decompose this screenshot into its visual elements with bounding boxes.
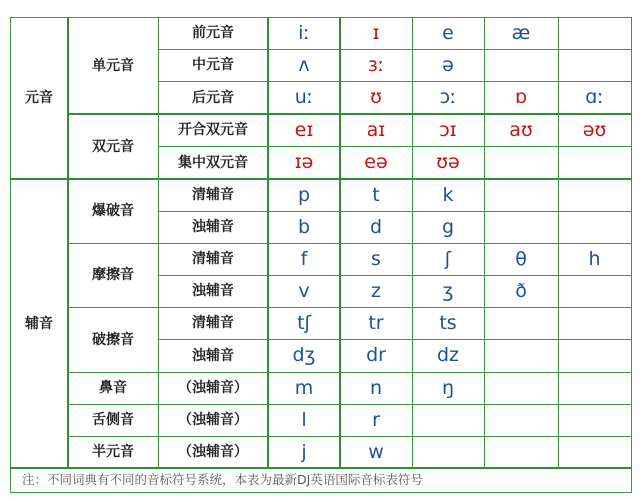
row-label: 后元音 bbox=[192, 89, 234, 106]
group-nasal: 鼻音 bbox=[99, 380, 127, 396]
grid-line-horizontal bbox=[158, 211, 632, 212]
ipa-symbol: aɪ bbox=[366, 118, 386, 141]
ipa-symbol: aʊ bbox=[509, 118, 533, 141]
grid-line-horizontal bbox=[10, 17, 632, 18]
grid-line-horizontal bbox=[68, 243, 632, 244]
ipa-symbol bbox=[558, 307, 631, 339]
ipa-symbol: ʌ bbox=[298, 53, 310, 76]
ipa-symbol: j bbox=[301, 440, 307, 463]
ipa-symbol bbox=[484, 146, 558, 179]
row-label: （浊辅音） bbox=[178, 412, 248, 428]
grid-line-horizontal bbox=[158, 81, 632, 82]
ipa-symbol: v bbox=[298, 279, 310, 302]
ipa-symbol bbox=[558, 275, 631, 307]
row-label: 浊辅音 bbox=[192, 283, 234, 299]
ipa-symbol: dz bbox=[436, 344, 460, 366]
ipa-symbol: k bbox=[442, 183, 454, 206]
ipa-symbol bbox=[484, 307, 558, 339]
ipa-symbol bbox=[558, 49, 631, 81]
ipa-symbol bbox=[558, 404, 631, 436]
ipa-symbol: n bbox=[369, 376, 383, 399]
ipa-symbol: tr bbox=[368, 311, 384, 334]
table-footnote: 注：不同词典有不同的音标符号系统，本表为最新DJ英语国际音标表符号 bbox=[22, 471, 423, 487]
grid-line-horizontal bbox=[68, 404, 632, 405]
ipa-symbol: ɑː bbox=[585, 86, 604, 108]
ipa-symbol: uː bbox=[294, 86, 314, 108]
grid-line-horizontal bbox=[68, 372, 632, 373]
row-label: 中元音 bbox=[192, 57, 234, 73]
row-label: （浊辅音） bbox=[178, 380, 248, 396]
ipa-symbol: r bbox=[372, 408, 380, 431]
grid-line-horizontal bbox=[158, 146, 632, 147]
grid-line-horizontal bbox=[68, 113, 632, 115]
ipa-symbol: tʃ bbox=[297, 311, 311, 334]
ipa-symbol: ts bbox=[439, 311, 457, 334]
row-label: 前元音 bbox=[192, 25, 234, 41]
ipa-symbol: æ bbox=[511, 21, 531, 44]
ipa-symbol bbox=[484, 436, 558, 468]
ipa-symbol: ð bbox=[515, 279, 527, 302]
ipa-symbol: ʊ bbox=[370, 86, 382, 108]
row-label: 浊辅音 bbox=[192, 219, 234, 235]
ipa-symbol: t bbox=[372, 183, 380, 206]
ipa-symbol bbox=[558, 436, 631, 468]
row-label: （浊辅音） bbox=[178, 444, 248, 460]
ipa-symbol: dr bbox=[366, 344, 386, 366]
ipa-symbol: l bbox=[301, 408, 307, 431]
group-fricative: 摩擦音 bbox=[92, 267, 134, 283]
category-vowel: 元音 bbox=[25, 90, 53, 106]
ipa-symbol: ɪ bbox=[372, 21, 380, 44]
grid-line-horizontal bbox=[68, 436, 632, 437]
ipa-symbol bbox=[558, 179, 631, 211]
row-label: 集中双元音 bbox=[178, 154, 248, 171]
group-lateral: 舌侧音 bbox=[92, 412, 134, 428]
ipa-symbol: ʊə bbox=[436, 151, 460, 173]
row-label: 浊辅音 bbox=[192, 347, 234, 364]
ipa-symbol: ɜː bbox=[367, 53, 385, 76]
ipa-symbol: m bbox=[294, 376, 314, 399]
category-consonant: 辅音 bbox=[25, 315, 53, 332]
ipa-symbol: eə bbox=[364, 151, 388, 173]
grid-line-horizontal bbox=[10, 492, 632, 493]
row-label: 清辅音 bbox=[192, 187, 234, 203]
ipa-symbol bbox=[412, 436, 484, 468]
ipa-symbol bbox=[484, 211, 558, 243]
ipa-symbol bbox=[484, 339, 558, 372]
group-diphthong: 双元音 bbox=[92, 138, 134, 155]
ipa-symbol bbox=[484, 49, 558, 81]
ipa-symbol bbox=[412, 404, 484, 436]
ipa-symbol bbox=[484, 372, 558, 404]
ipa-symbol: d bbox=[369, 215, 383, 238]
row-label: 清辅音 bbox=[192, 251, 234, 267]
ipa-symbol: g bbox=[441, 215, 455, 238]
grid-line-horizontal bbox=[68, 307, 632, 308]
grid-line-horizontal bbox=[158, 49, 632, 50]
grid-line-vertical bbox=[10, 17, 11, 493]
group-monophthong: 单元音 bbox=[92, 57, 134, 74]
ipa-symbol: ɔː bbox=[439, 86, 457, 108]
ipa-symbol: ŋ bbox=[441, 376, 455, 399]
grid-line-horizontal bbox=[158, 339, 632, 340]
grid-line-horizontal bbox=[10, 467, 632, 469]
ipa-symbol bbox=[484, 179, 558, 211]
ipa-symbol bbox=[558, 146, 631, 179]
ipa-symbol: ɪə bbox=[294, 151, 314, 173]
ipa-symbol: θ bbox=[515, 247, 527, 270]
ipa-symbol bbox=[558, 211, 631, 243]
ipa-symbol: ɒ bbox=[514, 86, 528, 108]
ipa-symbol: e bbox=[442, 21, 454, 44]
ipa-symbol: p bbox=[297, 183, 311, 206]
ipa-symbol: b bbox=[297, 215, 311, 238]
ipa-symbol: f bbox=[300, 247, 308, 270]
grid-line-vertical bbox=[631, 17, 632, 493]
ipa-symbol: eɪ bbox=[294, 118, 314, 141]
ipa-symbol: dʒ bbox=[292, 344, 316, 366]
grid-line-horizontal bbox=[158, 275, 632, 276]
grid-line-horizontal bbox=[10, 178, 632, 180]
group-affricate: 破擦音 bbox=[92, 331, 134, 348]
row-label: 清辅音 bbox=[192, 315, 234, 331]
ipa-symbol bbox=[558, 339, 631, 372]
ipa-symbol: ʃ bbox=[444, 247, 452, 270]
group-semivowel: 半元音 bbox=[92, 444, 134, 460]
ipa-symbol: w bbox=[368, 440, 384, 463]
ipa-symbol: s bbox=[371, 247, 381, 270]
ipa-symbol: iː bbox=[298, 21, 310, 44]
ipa-symbol: ɔɪ bbox=[439, 118, 457, 141]
group-plosive: 爆破音 bbox=[92, 203, 134, 219]
ipa-symbol: z bbox=[371, 279, 381, 302]
ipa-symbol bbox=[558, 17, 631, 49]
row-label: 开合双元音 bbox=[178, 122, 248, 138]
ipa-symbol: ə bbox=[442, 53, 454, 76]
ipa-symbol: əʊ bbox=[582, 118, 607, 141]
ipa-symbol: h bbox=[588, 247, 601, 270]
ipa-symbol bbox=[558, 372, 631, 404]
ipa-symbol: ʒ bbox=[442, 279, 454, 302]
ipa-symbol bbox=[484, 404, 558, 436]
